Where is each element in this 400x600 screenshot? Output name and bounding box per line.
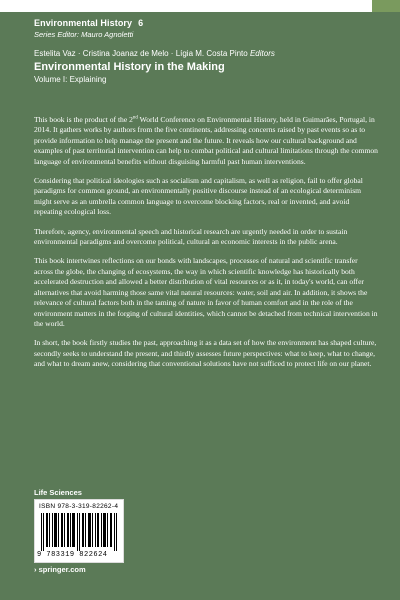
paragraph-4: This book intertwines reflections on our bonds with landscapes, processes of natural and scientific transfer across the globe, the changing of ecosystems, the way in which scientific knowledge has historically both accelerated destruction and allowed a better distribution of vital resources or as it, in today's world, can offer alternatives that avoid harming those same vital natural resources: water, soil and air. In addition, it shows the relevance of cultural factors both in the taming of nature in favor of human comfort and in the role of the environment matters in the forging of cultural identities, which cannot be detached from technical intervention in the world. xyxy=(34,256,378,328)
paragraph-5: In short, the book firstly studies the past, approaching it as a data set of how the environment has shaped culture, secondly seeks to understand the present, and thirdly assesses future perspectives: what to keep, what to change, and what to dream anew, considering that conventional solutions have not sufficed to protect life on our planet. xyxy=(34,338,377,369)
series-name: Environmental History xyxy=(34,18,133,28)
ordinal-suffix: nd xyxy=(132,115,138,121)
authors-line xyxy=(34,49,390,58)
subject-label: Life Sciences xyxy=(34,488,82,497)
paragraph-1-rest: World Conference on Environmental History, held in Guimarães, Portugal, in 2014. It gathers works by authors from the five continents, addressing concerns raised by past events so as to provide information to help manage the present and the future. It reveals how our cultural background and examples of past territorial intervention can help to combat political and cultural limitations through the common language of environmental benefits without disguising harmful past human interventions. xyxy=(34,115,378,166)
barcode-box xyxy=(34,499,124,563)
cover-header xyxy=(34,18,390,84)
publisher-link[interactable]: › springer.com xyxy=(34,565,86,574)
series-editor: Series Editor: Mauro Agnoletti xyxy=(34,30,134,39)
blurb xyxy=(34,115,378,379)
top-white-band xyxy=(0,0,372,12)
barcode-number: 9 783319 822624 xyxy=(37,551,108,559)
authors-role: Editors xyxy=(249,49,275,58)
series-line xyxy=(34,18,390,28)
barcode-icon xyxy=(41,513,117,551)
series-number: 6 xyxy=(138,18,144,28)
accent-strip xyxy=(372,0,400,12)
paragraph-1 xyxy=(34,115,378,167)
isbn: ISBN 978-3-319-82262-4 xyxy=(39,503,119,510)
authors: Estelita Vaz · Cristina Joanaz de Melo · Lígia M. Costa Pinto xyxy=(34,49,248,58)
volume-subtitle: Volume I: Explaining xyxy=(34,75,107,84)
paragraph-1-start: This book is the product of the 2 xyxy=(34,115,133,124)
book-title: Environmental History in the Making xyxy=(34,61,225,73)
paragraph-2: Considering that political ideologies such as socialism and capitalism, as well as religion, fail to offer global paradigms for common ground, an environmentally positive discourse instead of an ecological determinism might serve as an umbrella common language to overcome blocking factors, real or invented, and avoid repeating ecological loss. xyxy=(34,176,363,217)
paragraph-3: Therefore, agency, environmental speech and historical research are urgently needed in order to sustain environmental paradigms and overcome political, cultural an economic interests in the public arena. xyxy=(34,226,348,247)
